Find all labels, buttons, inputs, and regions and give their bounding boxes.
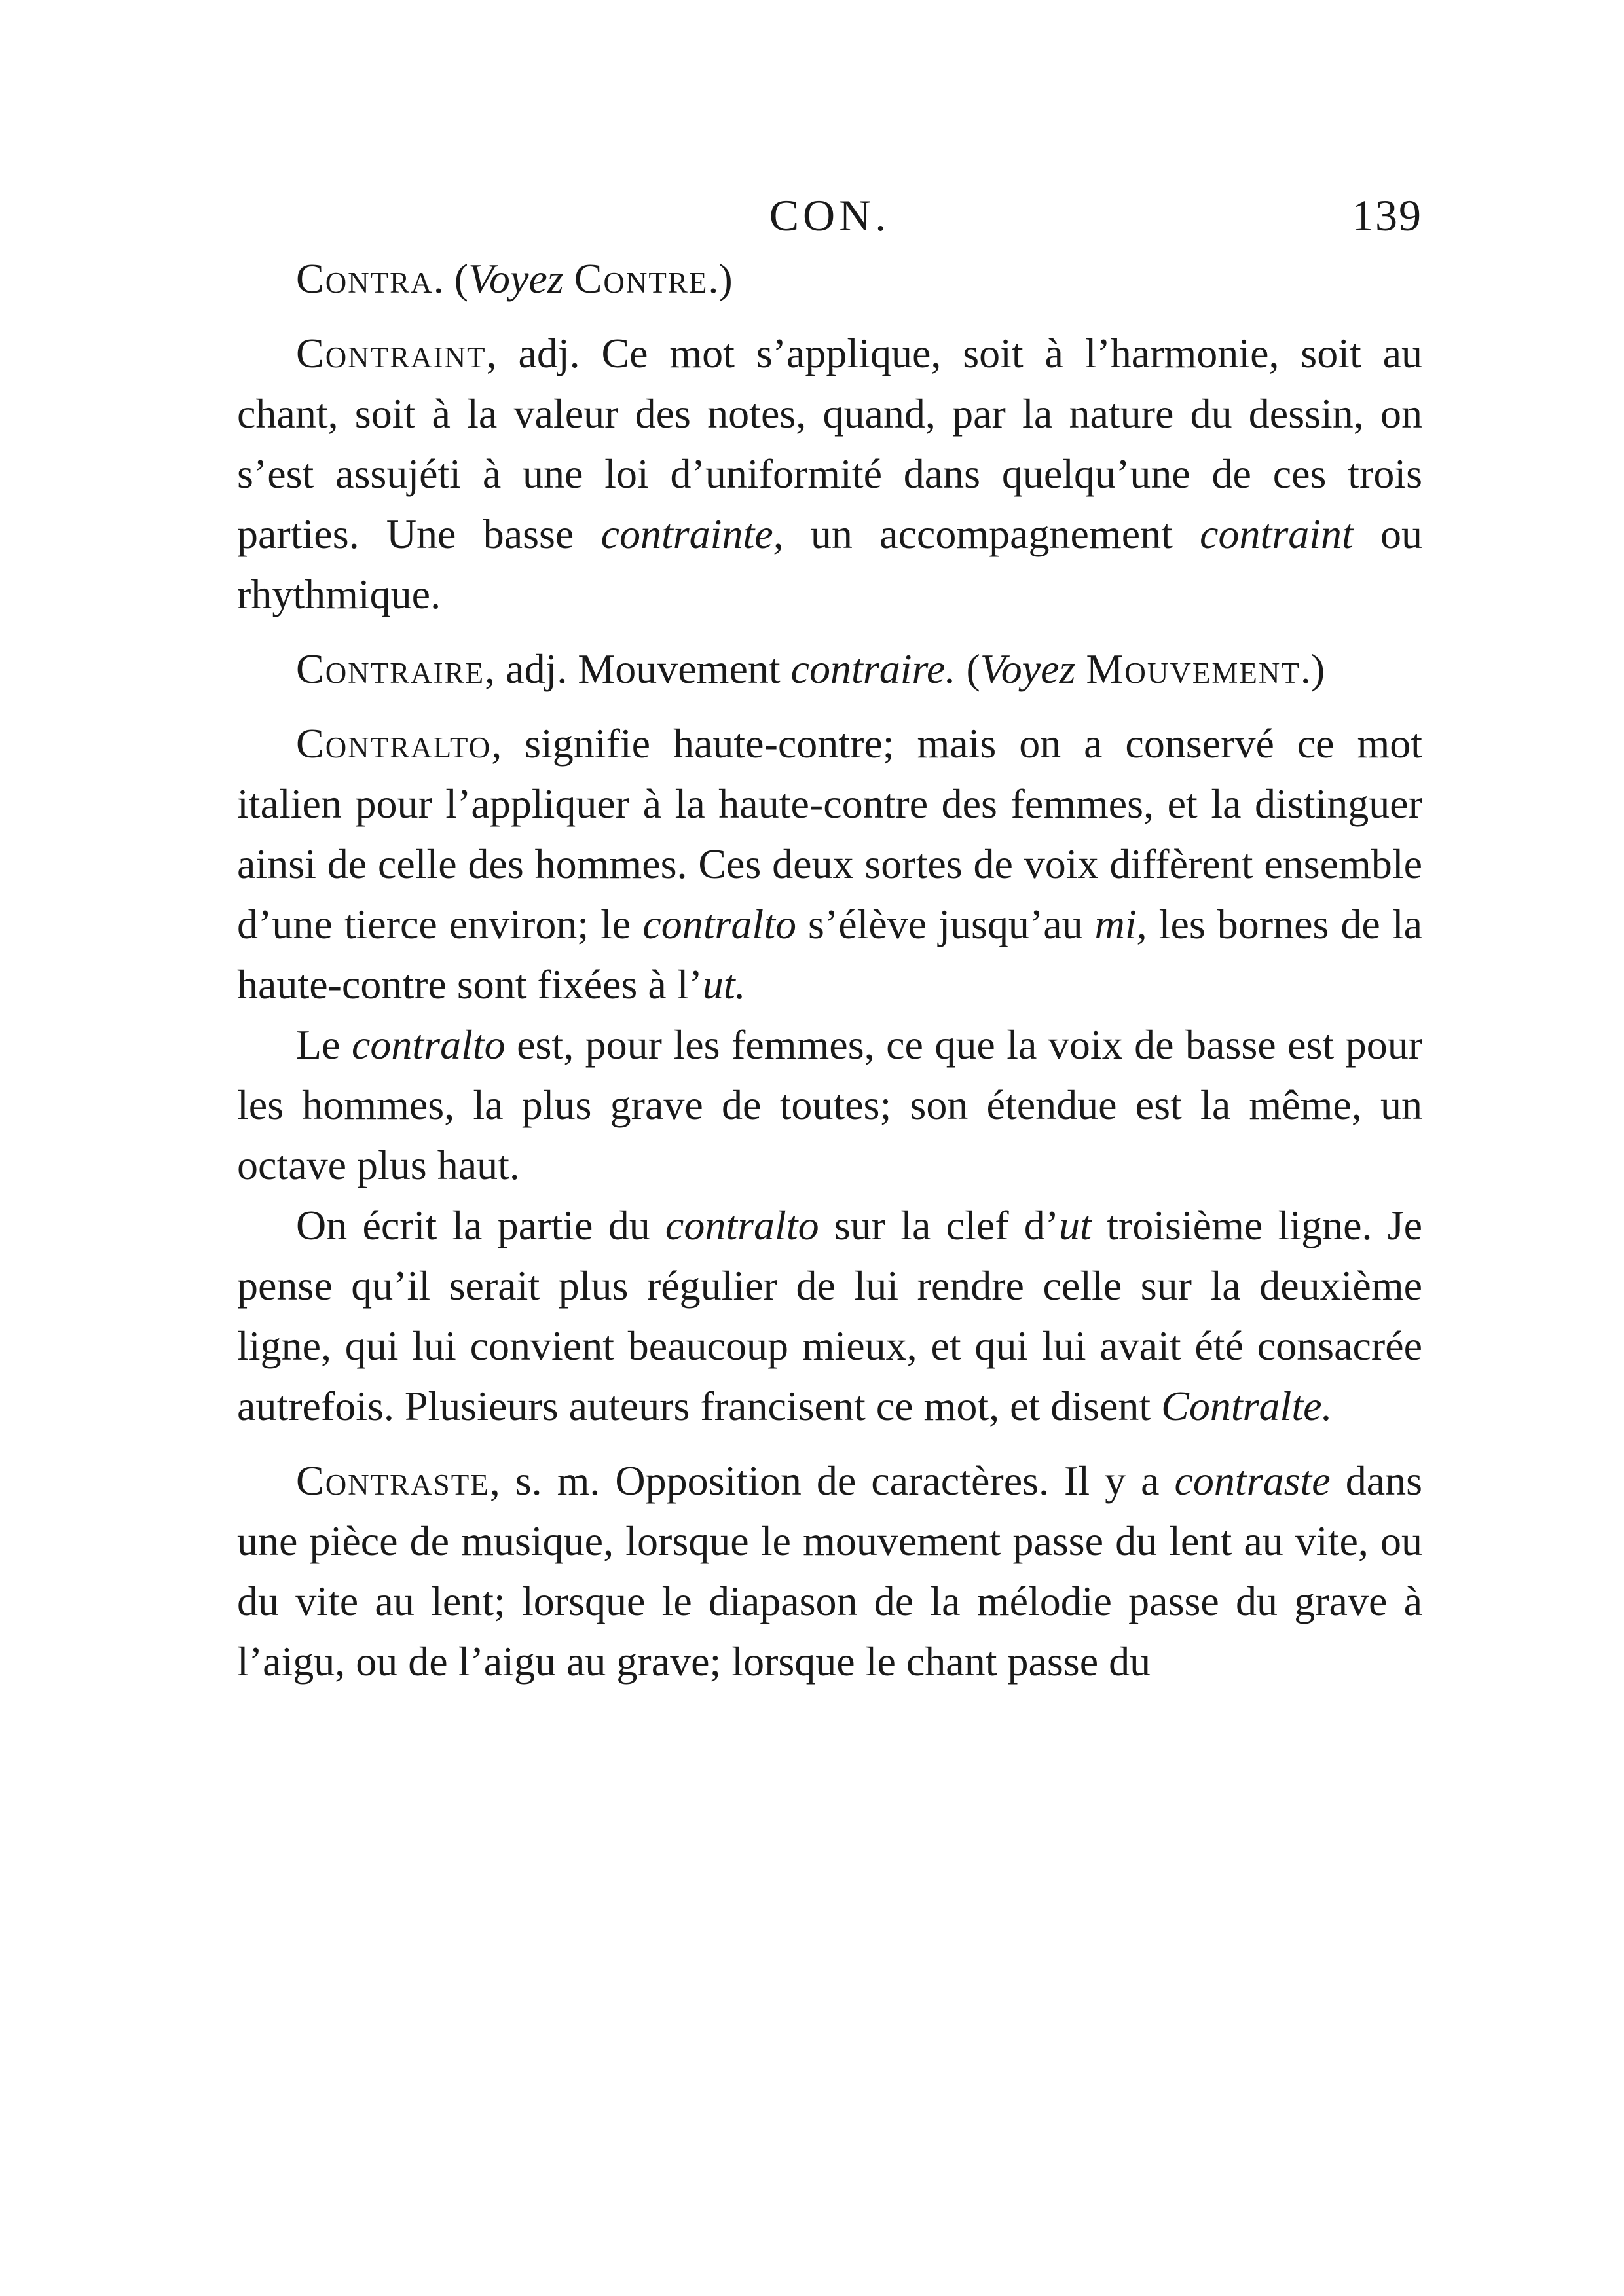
entry-contralto: Contralto, signifie haute-contre; mais on a conservé ce mot italien pour l’appliquer à la haute-contre des femmes, et la distinguer ainsi de celle des hommes. Ces deux sortes de voix diffèrent ensemble d’une tierce environ; le contralto s’élève jusqu’au mi, les bornes de la haute-contre sont fixées à l’ut. [237,720,1423,1008]
entry-term: Contra [296,255,434,302]
entry-contraire: Contraire, adj. Mouvement contraire. (Voyez Mouvement.) [296,646,1325,692]
page-number: 139 [1352,191,1422,240]
cross-reference: Contre [574,255,709,302]
voyez-ref: Voyez [980,646,1076,692]
entry-term: Contraint [296,330,487,376]
running-head-word: CON. [769,191,891,240]
running-head [237,177,1422,249]
cross-reference: Mouvement [1086,646,1301,692]
voyez-ref: Voyez [468,255,564,302]
entry-contra: Contra. (Voyez Contre.) [296,255,733,302]
entry-contraste: Contraste, s. m. Opposition de caractères. Il y a contraste dans une pièce de musique, lorsque le mouvement passe du lent au vite, ou du vite au lent; lorsque le diapason de la mélodie passe du grave à l’aigu, ou de l’aigu au grave; lorsque le chant passe du [237,1457,1422,1685]
entry-term: Contraste [296,1457,490,1504]
entry-paragraph: Le contralto est, pour les femmes, ce que la voix de basse est pour les hommes, la plus grave de toutes; son étendue est la même, un octave plus haut. [237,1021,1423,1188]
entry-contraint: Contraint, adj. Ce mot s’applique, soit à l’harmonie, soit au chant, soit à la valeur des notes, quand, par la nature du dessin, on s’est assujéti à une loi d’uniformité dans quelqu’une de ces trois parties. Une basse contrainte, un accompagnement contraint ou rhythmique. [237,330,1423,617]
entry-paragraph: On écrit la partie du contralto sur la clef d’ut troisième ligne. Je pense qu’il serait plus régulier de lui rendre celle sur la deuxième ligne, qui lui convient beaucoup mieux, et qui lui avait été consacrée autrefois. Plusieurs auteurs francisent ce mot, et disent Contralte. [237,1202,1423,1429]
entry-term: Contraire [296,646,485,692]
book-page [237,177,1422,1692]
entry-term: Contralto [296,720,492,767]
